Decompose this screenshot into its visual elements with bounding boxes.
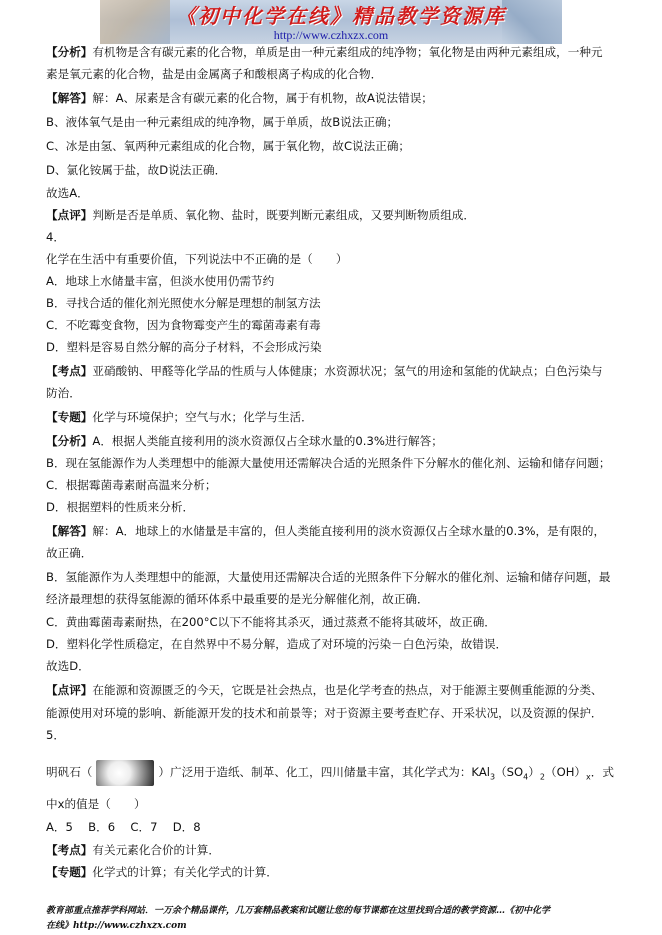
section-text: 解：A、尿素是含有碳元素的化合物，属于有机物，故A说法错误；: [92, 91, 433, 105]
formula-subscript: 4: [523, 772, 529, 782]
text-line: B、液体氧气是由一种元素组成的纯净物，属于单质，故B说法正确；: [46, 115, 399, 129]
text-line: 素是氧元素的化合物，盐是由金属离子和酸根离子构成的化合物．: [46, 67, 383, 81]
text-line: B．现在氢能源作为人类理想中的能源大量使用还需解决合适的光照条件下分解水的催化剂、运输和储存问题；: [46, 456, 611, 470]
section-tag: 【考点】: [46, 364, 93, 378]
text-line: [46, 44, 603, 60]
q5-middle: ）广泛用于造纸、制革、化工，四川储量丰富，其化学式为：KAl: [158, 765, 490, 779]
text-line: [46, 523, 605, 539]
text-line: 故正确．: [46, 546, 93, 560]
section-tag: 【专题】: [46, 865, 93, 879]
mineral-photo: [96, 760, 154, 786]
option-a: A．地球上水储量丰富，但淡水使用仍需节约: [46, 274, 275, 288]
text-line: 防治．: [46, 386, 81, 400]
header-banner: [100, 0, 562, 44]
text-line: 能源使用对环境的影响、新能源开发的技术和前景等；对于资源主要考查贮存、开采状况，以及资源的保护．: [46, 706, 603, 720]
site-title: 《初中化学在线》精品教学资源库: [176, 4, 506, 28]
option-d: D．塑料是容易自然分解的高分子材料，不会形成污染: [46, 340, 322, 354]
section-tag: 【解答】: [46, 91, 93, 105]
text-line: C、冰是由氢、氧两种元素组成的化合物，属于氧化物，故C说法正确；: [46, 139, 411, 153]
text-line: [46, 864, 278, 880]
text-line: 中x的值是（ ）: [46, 797, 146, 811]
q5-prefix: 明矾石（: [46, 765, 93, 779]
formula-part: （SO: [495, 765, 524, 779]
footer-link[interactable]: 在线》http://www.czhxzx.com: [46, 921, 187, 931]
section-text: 化学与环境保护；空气与水；化学与生活．: [92, 410, 313, 424]
section-text: 亚硝酸钠、甲醛等化学品的性质与人体健康；水资源状况；氢气的用途和氢能的优缺点；白色污染与: [92, 364, 603, 378]
question-number: 5．: [46, 728, 65, 742]
options-row: A．5 B．6 C．7 D．8: [46, 820, 201, 834]
section-tag: 【解答】: [46, 524, 93, 538]
section-tag: 【考点】: [46, 843, 93, 857]
section-text: 有机物是含有碳元素的化合物，单质是由一种元素组成的纯净物；氧化物是由两种元素组成，一种元: [92, 45, 603, 59]
text-line: C．根据霉菌毒素耐高温来分析；: [46, 478, 217, 492]
option-c: C．不吃霉变食物，因为食物霉变产生的霉菌毒素有毒: [46, 318, 321, 332]
section-text: 在能源和资源匮乏的今天，它既是社会热点，也是化学考查的热点，对于能源主要侧重能源的分类、: [92, 683, 603, 697]
site-url-link[interactable]: http://www.czhxzx.com: [273, 28, 389, 42]
text-line: D．根据塑料的性质来分析．: [46, 500, 195, 514]
question-number: 4．: [46, 230, 65, 244]
text-line: 故选D．: [46, 659, 90, 673]
section-text: 判断是否是单质、氧化物、盐时，既要判断元素组成，又要判断物质组成．: [92, 208, 475, 222]
option-b: B．寻找合适的催化剂光照使水分解是理想的制氢方法: [46, 296, 321, 310]
section-tag: 【点评】: [46, 683, 93, 697]
section-tag: 【点评】: [46, 208, 93, 222]
section-text: A．根据人类能直接利用的淡水资源仅占全球水量的0.3%进行解答；: [92, 434, 443, 448]
text-line: B．氢能源作为人类理想中的能源，大量使用还需解决合适的光照条件下分解水的催化剂、运输和储存问题，最: [46, 570, 611, 584]
formula-subscript: 3: [489, 772, 496, 782]
text-line: D、氯化铵属于盐，故D说法正确．: [46, 163, 227, 177]
section-text: 化学式的计算；有关化学式的计算．: [92, 865, 278, 879]
footer-text: 教育部重点推荐学科网站．一万余个精品课件，几万套精品教案和试题让您的每节课都在这里找到合适的教学资源…《初中化学: [46, 906, 551, 916]
formula-part: （OH）: [544, 765, 586, 779]
text-line: 故选A．: [46, 186, 89, 200]
text-line: [46, 363, 603, 379]
section-tag: 【分析】: [46, 45, 93, 59]
text-line: [46, 842, 220, 858]
text-line: [46, 433, 443, 449]
section-text: 有关元素化合价的计算．: [92, 843, 220, 857]
text-line: [46, 409, 313, 425]
text-line: [46, 90, 433, 106]
text-line: [46, 207, 475, 223]
section-tag: 【分析】: [46, 434, 93, 448]
text-line: 经济最理想的获得氢能源的循环体系中最重要的是光分解催化剂，故正确．: [46, 592, 429, 606]
text-line: C．黄曲霉菌毒素耐热，在200°C以下不能将其杀灭，通过蒸煮不能将其破坏，故正确．: [46, 615, 496, 629]
formula-subscript: 2: [539, 772, 545, 782]
text-line: D．塑料化学性质稳定，在自然界中不易分解，造成了对环境的污染－白色污染，故错误．: [46, 637, 508, 651]
formula-subscript: x: [586, 772, 591, 782]
q5-end: ．式: [590, 765, 614, 779]
question-stem: 化学在生活中有重要价值，下列说法中不正确的是（ ）: [46, 252, 348, 266]
formula-part: ）: [528, 765, 540, 779]
section-tag: 【专题】: [46, 410, 93, 424]
section-text: 解：A．地球上的水储量是丰富的，但人类能直接利用的淡水资源仅占全球水量的0.3%，是有限的，: [92, 524, 606, 538]
question-stem: [46, 759, 614, 785]
text-line: [46, 682, 603, 698]
